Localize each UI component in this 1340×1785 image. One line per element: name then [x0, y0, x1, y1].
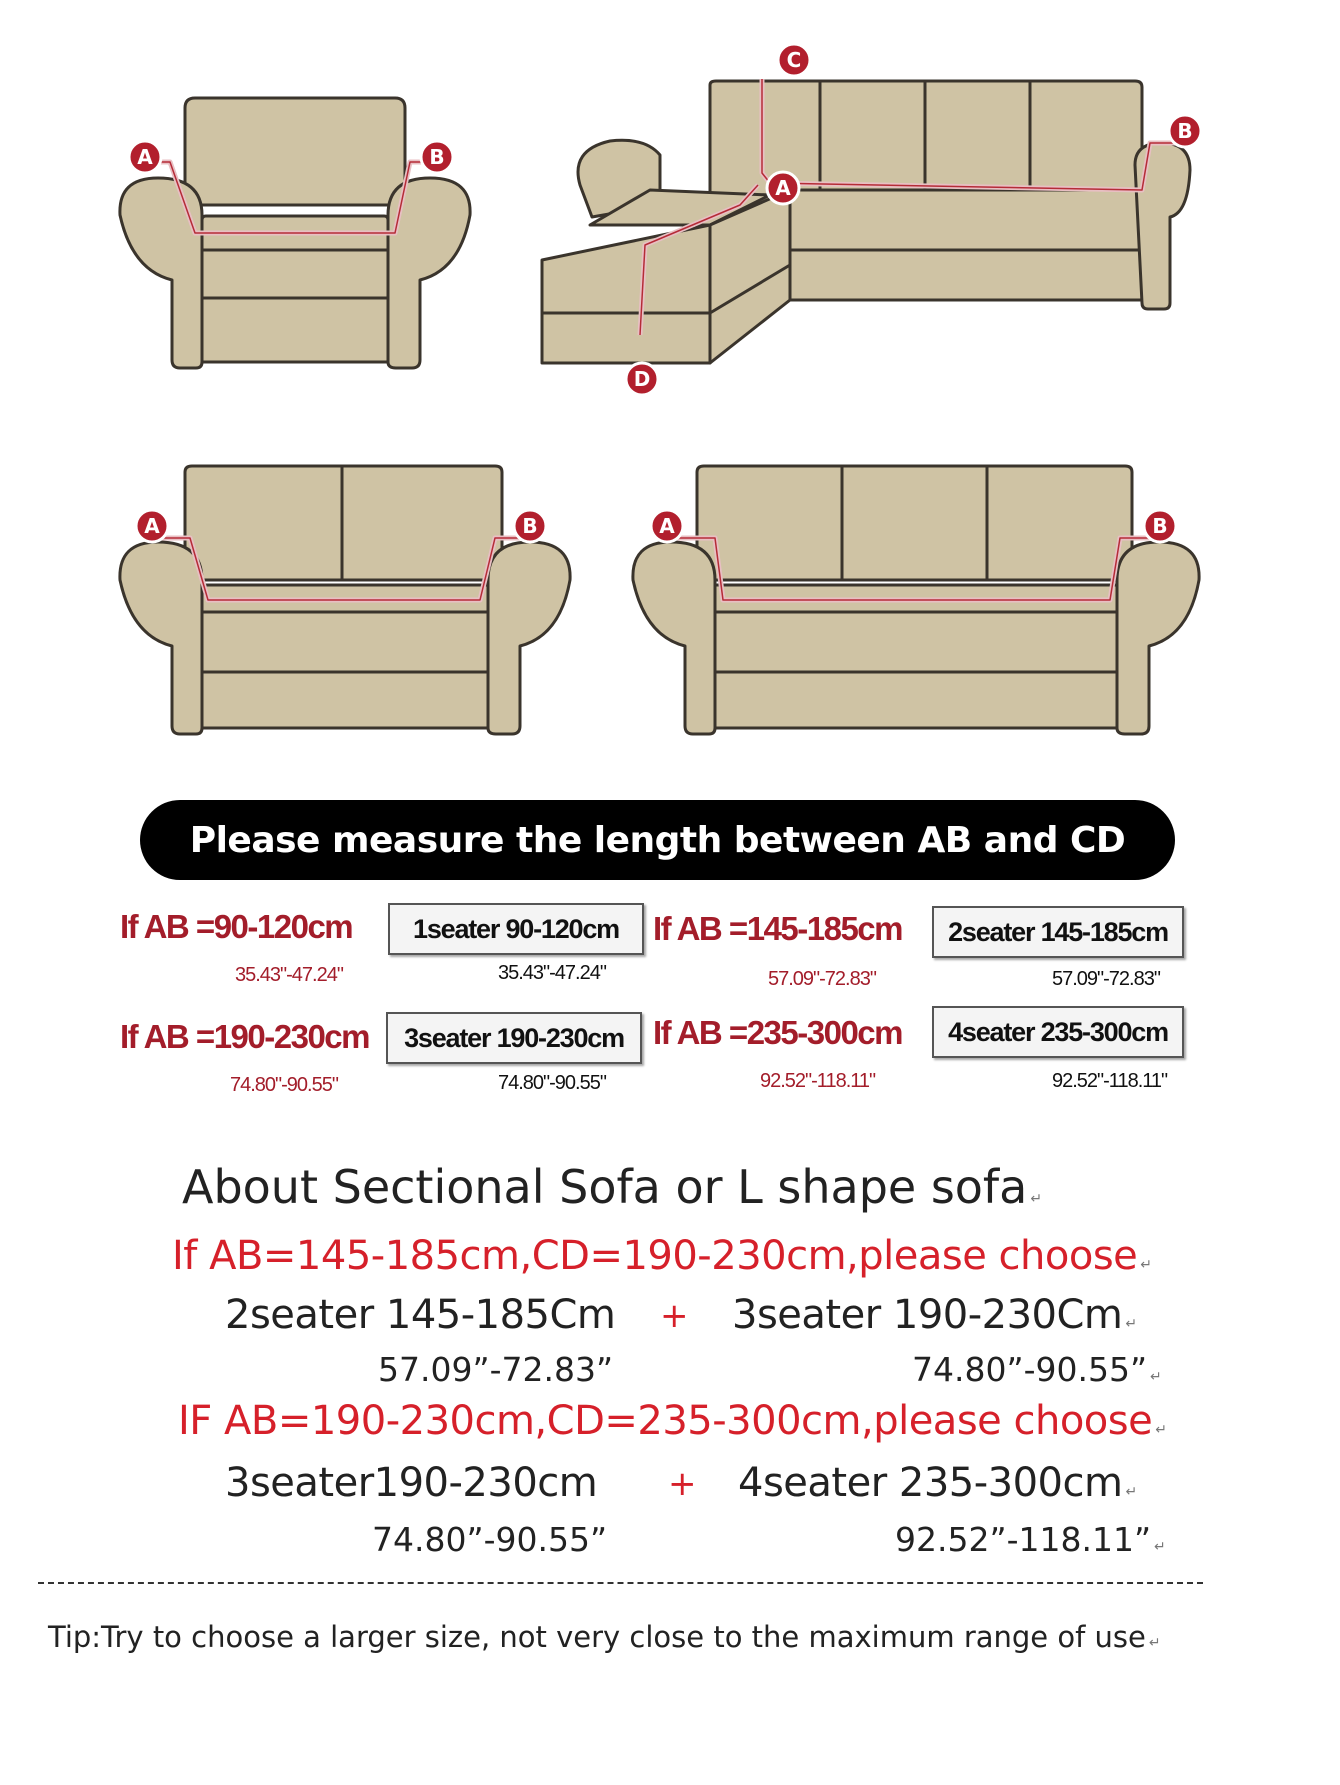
- combo-2-right-inch: 92.52”-118.11” ↵: [895, 1520, 1166, 1559]
- combo-1-left-inch: 57.09”-72.83”: [378, 1350, 614, 1389]
- size-inch-1: 35.43"-47.24": [498, 962, 606, 984]
- three-seater-diagram: [625, 460, 1215, 740]
- marker-b: [421, 141, 453, 173]
- size-inch-2: 57.09"-72.83": [1052, 968, 1160, 990]
- measure-instruction-banner: Please measure the length between AB and CD: [140, 800, 1175, 880]
- svg-text:B: B: [1152, 514, 1168, 538]
- sectional-condition-2: IF AB=190-230cm,CD=235-300cm,please choose ↵: [178, 1398, 1167, 1444]
- condition-1: If AB =90-120cm: [120, 908, 353, 945]
- condition-inch-3: 74.80"-90.55": [230, 1074, 338, 1096]
- condition-inch-4: 92.52"-118.11": [760, 1070, 876, 1092]
- sectional-heading: About Sectional Sofa or L shape sofa ↵: [182, 1160, 1043, 1214]
- condition-4: If AB =235-300cm: [653, 1014, 903, 1051]
- marker-a: [129, 141, 161, 173]
- marker-a: [767, 172, 799, 204]
- condition-3: If AB =190-230cm: [120, 1018, 370, 1055]
- size-box-2: 2seater 145-185cm: [932, 906, 1184, 958]
- combo-2-left: 3seater190-230cm: [225, 1460, 598, 1506]
- combo-2-right: 4seater 235-300cm ↵: [738, 1460, 1137, 1506]
- svg-text:B: B: [522, 514, 538, 538]
- marker-b: [1144, 510, 1176, 542]
- combo-1-right: 3seater 190-230Cm ↵: [732, 1292, 1137, 1338]
- size-box-1: 1seater 90-120cm: [388, 903, 644, 955]
- svg-text:B: B: [1177, 119, 1193, 143]
- combo-2-left-inch: 74.80”-90.55”: [372, 1520, 608, 1559]
- two-seater-diagram: [110, 460, 590, 740]
- condition-inch-1: 35.43"-47.24": [235, 964, 343, 986]
- svg-text:A: A: [659, 514, 675, 538]
- size-box-3: 3seater 190-230cm: [386, 1012, 642, 1064]
- condition-inch-2: 57.09"-72.83": [768, 968, 876, 990]
- armchair-diagram: [110, 90, 520, 380]
- marker-d: [626, 363, 658, 395]
- marker-c: [778, 44, 810, 76]
- marker-b: [514, 510, 546, 542]
- svg-text:A: A: [137, 145, 153, 169]
- condition-2: If AB =145-185cm: [653, 910, 903, 947]
- tip-text: Tip:Try to choose a larger size, not very close to the maximum range of use ↵: [48, 1620, 1161, 1654]
- svg-text:A: A: [144, 514, 160, 538]
- svg-text:A: A: [775, 176, 791, 200]
- svg-text:D: D: [633, 367, 651, 391]
- size-inch-3: 74.80"-90.55": [498, 1072, 606, 1094]
- divider: [38, 1582, 1203, 1584]
- combo-1-right-inch: 74.80”-90.55” ↵: [912, 1350, 1162, 1389]
- sectional-condition-1: If AB=145-185cm,CD=190-230cm,please choose ↵: [172, 1233, 1152, 1279]
- combo-1-plus: +: [660, 1296, 689, 1336]
- combo-1-left: 2seater 145-185Cm: [225, 1292, 616, 1338]
- svg-text:B: B: [429, 145, 445, 169]
- combo-2-plus: +: [668, 1464, 697, 1504]
- size-box-4: 4seater 235-300cm: [932, 1006, 1184, 1058]
- marker-a: [651, 510, 683, 542]
- svg-text:C: C: [786, 48, 802, 72]
- size-inch-4: 92.52"-118.11": [1052, 1070, 1168, 1092]
- marker-a: [136, 510, 168, 542]
- marker-b: [1169, 115, 1201, 147]
- l-shape-sofa-diagram: [530, 45, 1210, 405]
